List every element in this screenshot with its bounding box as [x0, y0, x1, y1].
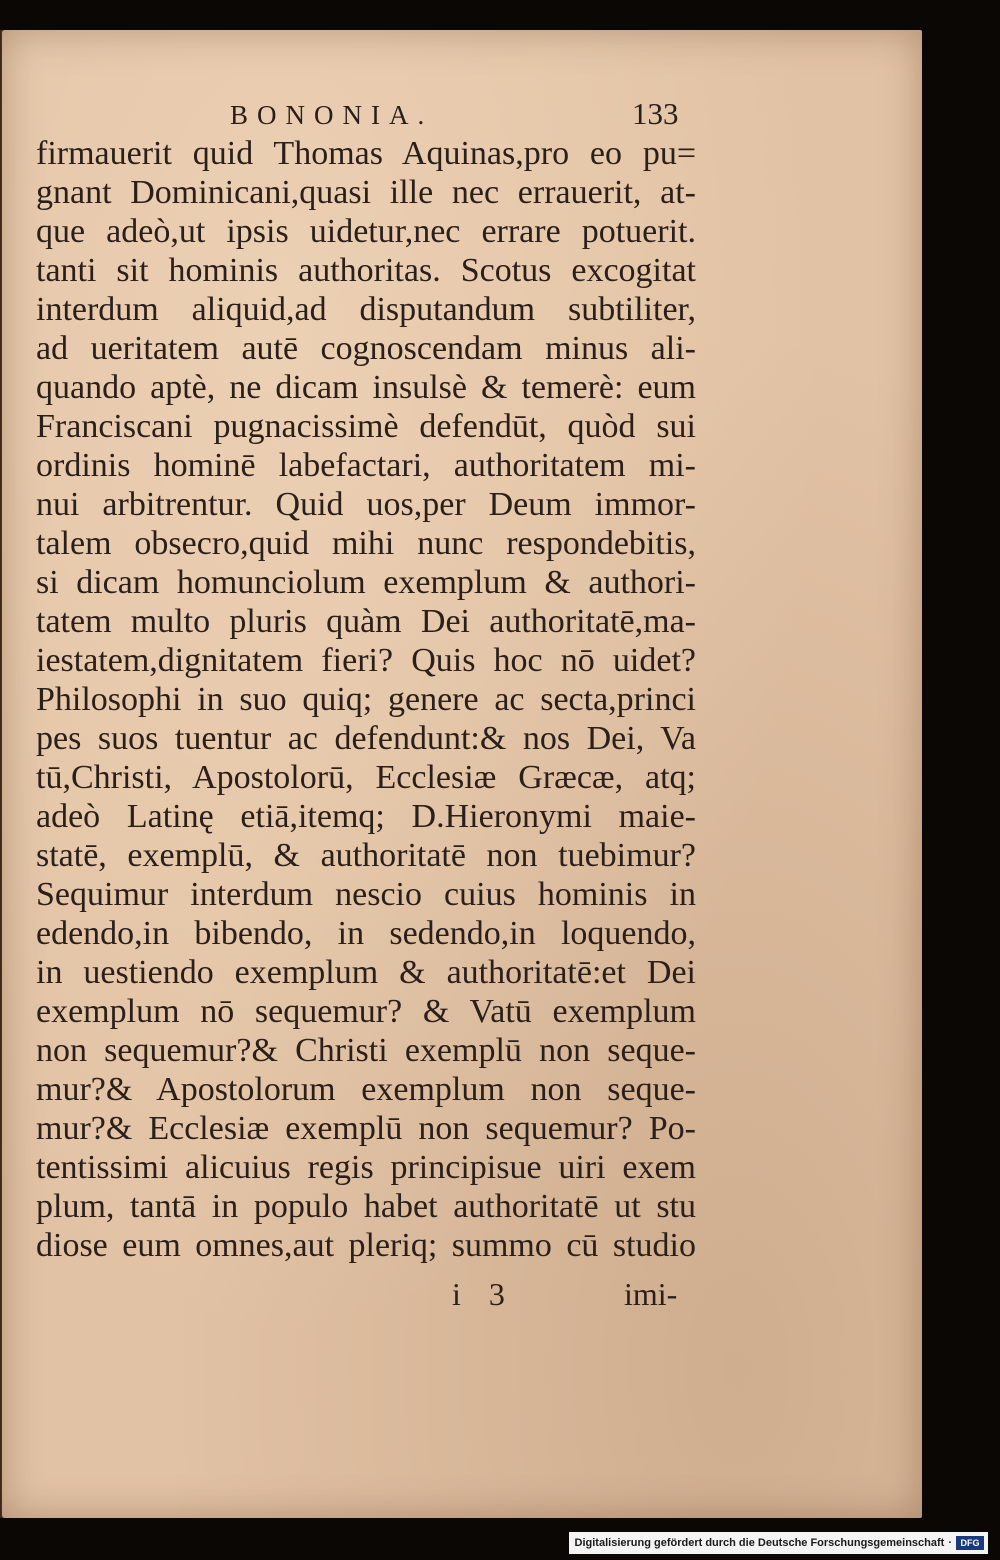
text-line: tanti sit hominis authoritas. Scotus excogitat	[36, 252, 696, 289]
signature-letter: i	[452, 1276, 463, 1312]
text-line: pes suos tuentur ac defendunt:& nos Dei, Va	[36, 720, 696, 757]
text-line: que adeò,ut ipsis uidetur,nec errare potuerit.	[36, 213, 696, 250]
text-line: exemplum nō sequemur? & Vatū exemplum	[36, 993, 696, 1030]
text-line: Sequimur interdum nescio cuius hominis in	[36, 876, 696, 913]
text-line: Franciscani pugnacissimè defendūt, quòd sui	[36, 408, 696, 445]
text-line: ad ueritatem autē cognoscendam minus ali-	[36, 330, 696, 367]
text-line: tū,Christi, Apostolorū, Ecclesiæ Græcæ, atq;	[36, 759, 696, 796]
text-line: edendo,in bibendo, in sedendo,in loquendo,	[36, 915, 696, 952]
text-line: in uestiendo exemplum & authoritatē:et Dei	[36, 954, 696, 991]
text-line: statē, exemplū, & authoritatē non tuebimur?	[36, 837, 696, 874]
text-line: mur?& Ecclesiæ exemplū non sequemur? Po-	[36, 1110, 696, 1147]
running-head: BONONIA.	[230, 100, 434, 130]
text-line: quando aptè, ne dicam insulsè & temerè: eum	[36, 369, 696, 406]
text-line: nui arbitrentur. Quid uos,per Deum immor-	[36, 486, 696, 523]
text-line: si dicam homunciolum exemplum & authori-	[36, 564, 696, 601]
text-line: mur?& Apostolorum exemplum non seque-	[36, 1071, 696, 1108]
credit-text: Digitalisierung gefördert durch die Deutsche Forschungsgemeinschaft	[574, 1537, 945, 1549]
text-line: gnant Dominicani,quasi ille nec errauerit, at-	[36, 174, 696, 211]
text-line: talem obsecro,quid mihi nunc respondebitis,	[36, 525, 696, 562]
digitization-credit	[569, 1532, 988, 1554]
text-line: firmauerit quid Thomas Aquinas,pro eo pu=	[36, 135, 696, 172]
text-line: iestatem,dignitatem fieri? Quis hoc nō uidet?	[36, 642, 696, 679]
body-text	[36, 134, 696, 1265]
page-number: 133	[632, 96, 679, 131]
text-line: non sequemur?& Christi exemplū non seque-	[36, 1032, 696, 1069]
text-line: plum, tantā in populo habet authoritatē ut stu	[36, 1188, 696, 1225]
text-line: Philosophi in suo quiq; genere ac secta,princi	[36, 681, 696, 718]
text-line: tatem multo pluris quàm Dei authoritatē,ma-	[36, 603, 696, 640]
dfg-logo-icon: DFG	[956, 1536, 984, 1550]
signature-mark	[452, 1276, 507, 1313]
text-line: adeò Latinę etiā,itemq; D.Hieronymi maie-	[36, 798, 696, 835]
signature-number: 3	[488, 1276, 507, 1312]
catchword: imi-	[624, 1276, 678, 1312]
text-line: interdum aliquid,ad disputandum subtiliter,	[36, 291, 696, 328]
text-line: ordinis hominē labefactari, authoritatem mi-	[36, 447, 696, 484]
credit-separator: ·	[948, 1537, 952, 1549]
text-line: tentissimi alicuius regis principisue uiri exem	[36, 1149, 696, 1186]
text-line: diose eum omnes,aut pleriq; summo cū studio	[36, 1227, 696, 1264]
